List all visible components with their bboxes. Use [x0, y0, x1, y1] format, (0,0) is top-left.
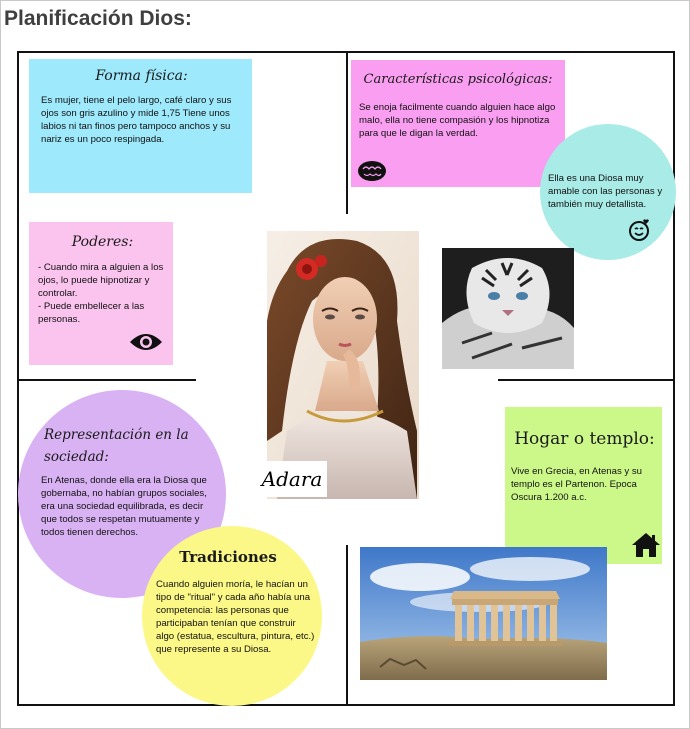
powers-note-title: Poderes: — [71, 234, 134, 250]
brain-icon — [357, 160, 387, 182]
physical-note-text: Es mujer, tiene el pelo largo, café claro y sus ojos son gris azulino y mide 1,75 Tiene unos labios ni tan finos pero tampoco anchos y su nariz es un poco respingada. — [41, 95, 232, 145]
powers-note-line2: - Puede embellecer a las personas. — [38, 301, 145, 325]
physical-note — [29, 59, 252, 193]
goddess-name-caption: Adara — [257, 461, 327, 497]
parthenon-photo — [360, 547, 607, 680]
divider-top-vertical — [346, 52, 348, 214]
psychological-note-text: Se enoja facilmente cuando alguien hace algo malo, ella no tiene compasión y los hipnotiza para que le digan la verdad. — [359, 102, 556, 139]
society-text: En Atenas, donde ella era la Diosa que gobernaba, no habían grupos sociales, era una sociedad equilibrada, es decir que todos se respetan mutuamente y todos tienen derechos. — [41, 475, 207, 538]
psychological-note-title: Características psicológicas: — [363, 72, 553, 87]
goddess-portrait — [267, 231, 419, 499]
divider-left-horizontal — [18, 379, 196, 381]
kindness-text: Ella es una Diosa muy amable con las personas y también muy detallista. — [548, 173, 663, 210]
society-title: Representación en la sociedad: — [44, 427, 189, 465]
home-note — [505, 407, 662, 564]
smile-heart-icon — [628, 218, 652, 242]
traditions-text: Cuando alguien moría, le hacían un tipo de "ritual" y cada año había una competencia: las personas que participaban tenían que construir algo (estatua, escultura, pintura, etc.) que represente a su Diosa. — [156, 579, 315, 655]
white-tiger-photo — [442, 248, 574, 369]
traditions-title: Tradiciones — [179, 548, 277, 566]
physical-note-title: Forma física: — [95, 68, 188, 84]
divider-bottom-vertical — [346, 545, 348, 705]
divider-right-horizontal — [498, 379, 674, 381]
home-note-title: Hogar o templo: — [514, 429, 655, 449]
page-title: Planificación Dios: — [4, 7, 192, 30]
psychological-note — [351, 60, 565, 187]
home-icon — [631, 532, 661, 558]
powers-note — [29, 222, 173, 365]
powers-note-line1: - Cuando mira a alguien a los ojos, lo puede hipnotizar y controlar. — [38, 262, 164, 299]
home-note-text: Vive en Grecia, en Atenas y su templo es el Partenon. Epoca Oscura 1.200 a.c. — [511, 466, 643, 503]
eye-icon — [129, 331, 163, 353]
